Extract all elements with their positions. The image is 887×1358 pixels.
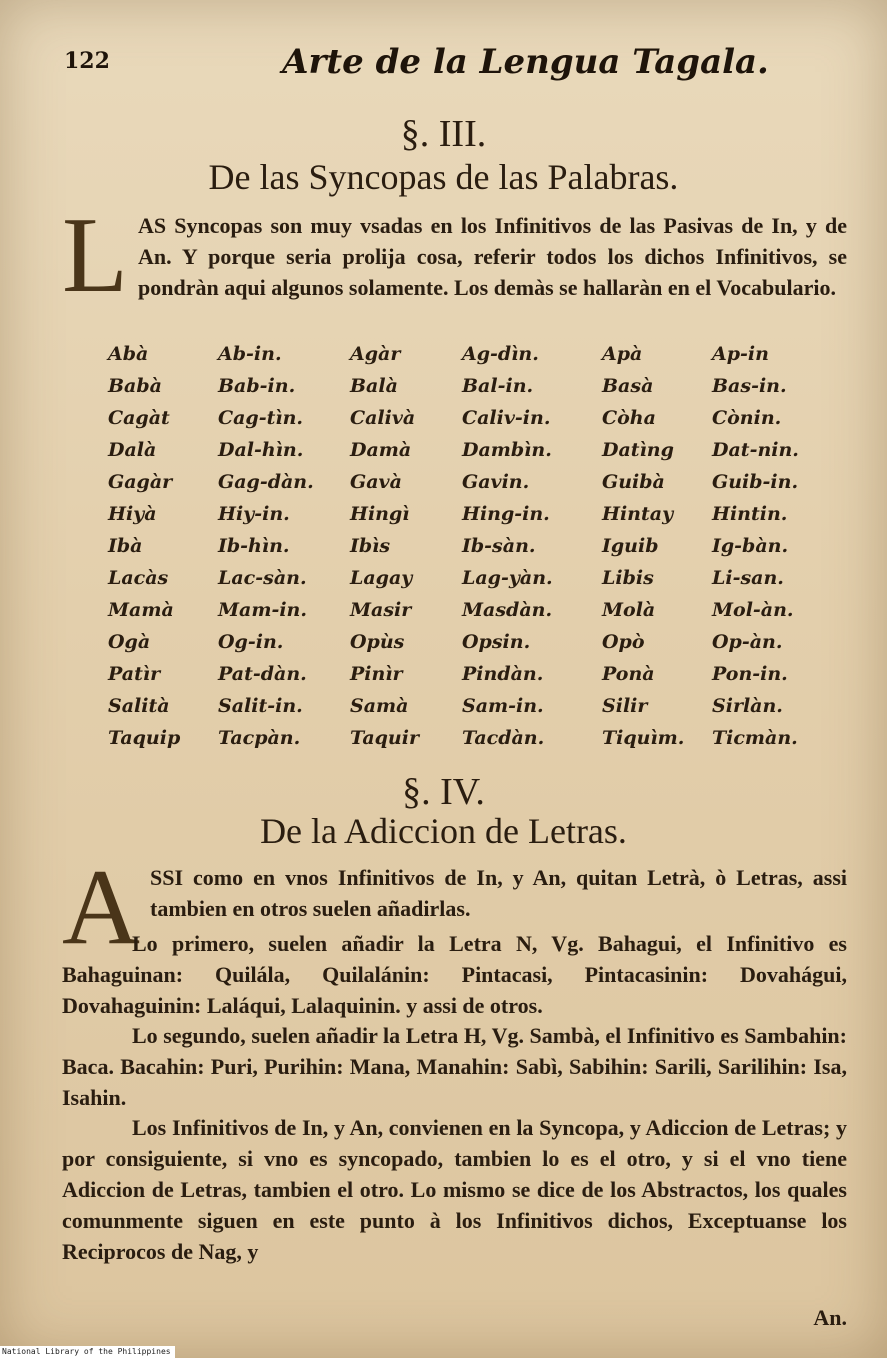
word-cell: Opùs [350, 631, 405, 653]
word-cell: Lag-yàn. [462, 567, 553, 589]
word-cell: Apà [602, 343, 643, 365]
word-cell: Dambìn. [462, 439, 552, 461]
running-title: Arte de la Lengua Tagala. [282, 42, 769, 82]
word-cell: Hingì [350, 503, 410, 525]
word-cell: Pat-dàn. [218, 663, 307, 685]
word-cell: Li-san. [712, 567, 784, 589]
word-cell: Gagàr [108, 471, 173, 493]
word-cell: Iguib [602, 535, 659, 557]
section-3-title: De las Syncopas de las Palabras. [208, 157, 679, 197]
section-3-text: AS Syncopas son muy vsadas en los Infinitivos de las Pasivas de In, y de An. Y porque seria prolija cosa, referir todos los dichos Infinitivos, se pondràn aqui algunos solamente. Los demàs se hallaràn en el Vocabulario. [137, 213, 847, 300]
word-cell: Pinìr [350, 663, 403, 685]
word-cell: Dalà [108, 439, 157, 461]
word-cell: Silir [602, 695, 648, 717]
word-cell: Calivà [350, 407, 416, 429]
section-4-paragraph-4: Los Infinitivos de In, y An, convienen en la Syncopa, y Adiccion de Letras; y por consiguiente, si vno es syncopado, tambien lo es el otro, y si el vno tiene Adiccion de Letras, tambien el otro. Lo mismo se dice de los Abstractos, los quales comunmente siguen en este punto à los Infinitivos dichos, Exceptuanse los Reciprocos de Nag, y [62, 1115, 847, 1264]
word-cell: Ibìs [350, 535, 391, 557]
word-cell: Lacàs [108, 567, 169, 589]
word-cell: Bas-in. [712, 375, 787, 397]
library-credit: National Library of the Philippines [0, 1346, 175, 1358]
word-cell: Babà [108, 375, 162, 397]
word-cell: Gavà [350, 471, 402, 493]
word-cell: Hintin. [712, 503, 788, 525]
word-cell: Lac-sàn. [218, 567, 307, 589]
word-cell: Salità [108, 695, 170, 717]
word-cell: Mam-in. [218, 599, 307, 621]
word-cell: Taquip [108, 727, 181, 749]
word-cell: Bab-in. [218, 375, 296, 397]
word-cell: Masdàn. [462, 599, 553, 621]
word-cell: Guib-in. [712, 471, 799, 493]
word-cell: Ib-hìn. [218, 535, 290, 557]
word-cell: Guibà [602, 471, 665, 493]
word-cell: Ig-bàn. [712, 535, 789, 557]
section-4-paragraph-3: Lo segundo, suelen añadir la Letra H, Vg. Sambà, el Infinitivo es Sambahin: Baca. Bacahin: Puri, Purihin: Mana, Manahin: Sabì, Sabihin: Sarili, Sarilihin: Isa, Isahin. [62, 1023, 847, 1110]
section-4-mark: §. IV. [402, 771, 485, 813]
word-cell: Gavin. [462, 471, 530, 493]
word-cell: Abà [108, 343, 149, 365]
word-cell: Pindàn. [462, 663, 544, 685]
word-cell: Opò [602, 631, 645, 653]
word-cell: Basà [602, 375, 654, 397]
drop-cap-a: A [62, 848, 140, 967]
word-cell: Taquir [350, 727, 419, 749]
word-cell: Ib-sàn. [462, 535, 536, 557]
word-cell: Pon-in. [712, 663, 788, 685]
word-cell: Datìng [602, 439, 674, 461]
word-cell: Còha [602, 407, 656, 429]
section-3-mark: §. III. [400, 113, 487, 155]
word-cell: Dat-nin. [712, 439, 799, 461]
word-cell: Gag-dàn. [218, 471, 314, 493]
word-cell: Salit-in. [218, 695, 303, 717]
word-cell: Ag-dìn. [462, 343, 539, 365]
word-cell: Ogà [108, 631, 151, 653]
word-cell: Hing-in. [462, 503, 550, 525]
word-cell: Ab-in. [218, 343, 282, 365]
word-cell: Bal-in. [462, 375, 534, 397]
word-cell: Ponà [602, 663, 655, 685]
word-cell: Ticmàn. [712, 727, 798, 749]
word-cell: Mamà [108, 599, 174, 621]
word-cell: Tacpàn. [218, 727, 301, 749]
word-cell: Ibà [108, 535, 143, 557]
word-cell: Opsin. [462, 631, 531, 653]
section-4-text-1: SSI como en vnos Infinitivos de In, y An, quitan Letrà, ò Letras, assi tambien en otros suelen añadirlas. [150, 865, 847, 921]
word-cell: Hiy-in. [218, 503, 290, 525]
word-cell: Cagàt [108, 407, 170, 429]
word-cell: Cònin. [712, 407, 782, 429]
word-cell: Samà [350, 695, 409, 717]
word-cell: Tacdàn. [462, 727, 545, 749]
word-cell: Cag-tìn. [218, 407, 304, 429]
word-cell: Tiquìm. [602, 727, 685, 749]
word-cell: Masir [350, 599, 412, 621]
word-cell: Ap-in [712, 343, 769, 365]
word-cell: Og-in. [218, 631, 284, 653]
word-cell: Lagay [350, 567, 413, 589]
word-cell: Hiyà [108, 503, 157, 525]
word-cell: Caliv-in. [462, 407, 551, 429]
word-cell: Agàr [350, 343, 401, 365]
word-cell: Balà [350, 375, 398, 397]
word-cell: Sirlàn. [712, 695, 783, 717]
word-cell: Sam-in. [462, 695, 544, 717]
syncope-word-table [108, 338, 828, 754]
word-cell: Patìr [108, 663, 161, 685]
catchword: An. [813, 1305, 847, 1330]
section-3-paragraph [62, 196, 847, 315]
word-cell: Hintay [602, 503, 674, 525]
word-cell: Dal-hìn. [218, 439, 304, 461]
word-cell: Damà [350, 439, 412, 461]
word-cell: Molà [602, 599, 656, 621]
section-4-title: De la Adiccion de Letras. [260, 811, 627, 851]
word-cell: Mol-àn. [712, 599, 794, 621]
running-head [64, 42, 827, 92]
section-4-paragraph-2: Lo primero, suelen añadir la Letra N, Vg. Bahagui, el Infinitivo es Bahaguinan: Quilála, Quilalánin: Pintacasi, Pintacasinin: Dovahágui, Dovahaguinin: Laláqui, Lalaquinin. y assi de otros. [62, 931, 847, 1018]
word-cell: Op-àn. [712, 631, 783, 653]
drop-cap-l: L [62, 196, 128, 315]
page-number: 122 [64, 48, 110, 74]
word-cell: Libis [602, 567, 654, 589]
